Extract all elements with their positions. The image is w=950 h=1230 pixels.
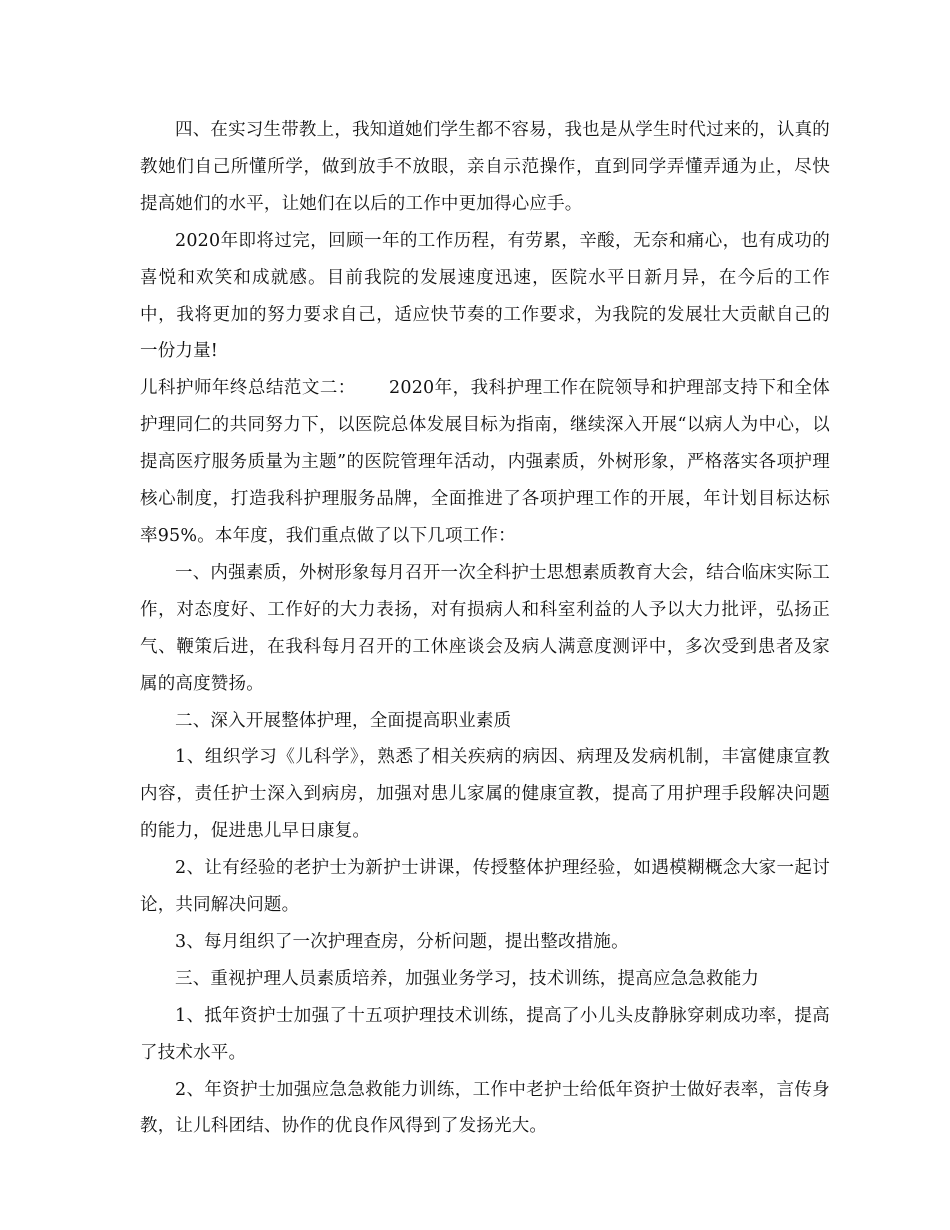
- document-body: [140, 112, 830, 1145]
- paragraph-section-one: 一、内强素质，外树形象每月召开一次全科护士思想素质教育大会，结合临床实际工作，对态度好、工作好的大力表扬，对有损病人和科室利益的人予以大力批评，弘扬正气、鞭策后进，在我科每月召开的工休座谈会及病人满意度测评中，多次受到患者及家属的高度赞扬。: [140, 562, 830, 694]
- paragraph-year-review: 2020年即将过完，回顾一年的工作历程，有劳累，辛酸，无奈和痛心，也有成功的喜悦和欢笑和成就感。目前我院的发展速度迅速，医院水平日新月异，在今后的工作中，我将更加的努力要求自己，适应快节奏的工作要求，为我院的发展壮大贡献自己的一份力量!: [140, 230, 830, 362]
- paragraph-section-two-item-3: 3、每月组织了一次护理查房，分析问题，提出整改措施。: [175, 931, 629, 952]
- paragraph-section-two-heading: 二、深入开展整体护理，全面提高职业素质: [175, 710, 512, 731]
- paragraph-sample-two-intro: 儿科护师年终总结范文二： 2020年，我科护理工作在院领导和护理部支持下和全体护理同仁的共同努力下，以医院总体发展目标为指南，继续深入开展“以病人为中心，以提高医疗服务质量为主题”的医院管理年活动，内强素质，外树形象，严格落实各项护理核心制度，打造我科护理服务品牌，全面推进了各项护理工作的开展，年计划目标达标率95%。本年度，我们重点做了以下几项工作：: [140, 378, 830, 546]
- paragraph-section-three-heading: 三、重视护理人员素质培养，加强业务学习，技术训练，提高应急急救能力: [175, 968, 760, 989]
- paragraph-section-three-item-1: 1、抵年资护士加强了十五项护理技术训练，提高了小儿头皮静脉穿刺成功率，提高了技术水平。: [140, 1005, 830, 1063]
- paragraph-internship-teaching: 四、在实习生带教上，我知道她们学生都不容易，我也是从学生时代过来的，认真的教她们自己所懂所学，做到放手不放眼，亲自示范操作，直到同学弄懂弄通为止，尽快提高她们的水平，让她们在以后的工作中更加得心应手。: [140, 120, 830, 214]
- paragraph-section-two-item-1: 1、组织学习《儿科学》，熟悉了相关疾病的病因、病理及发病机制，丰富健康宣教内容，责任护士深入到病房，加强对患儿家属的健康宣教，提高了用护理手段解决问题的能力，促进患儿早日康复。: [140, 747, 830, 842]
- paragraph-section-three-item-2: 2、年资护士加强应急急救能力训练，工作中老护士给低年资护士做好表率，言传身教，让儿科团结、协作的优良作风得到了发扬光大。: [140, 1079, 830, 1137]
- paragraph-section-two-item-2: 2、让有经验的老护士为新护士讲课，传授整体护理经验，如遇模糊概念大家一起讨论，共同解决问题。: [140, 858, 830, 916]
